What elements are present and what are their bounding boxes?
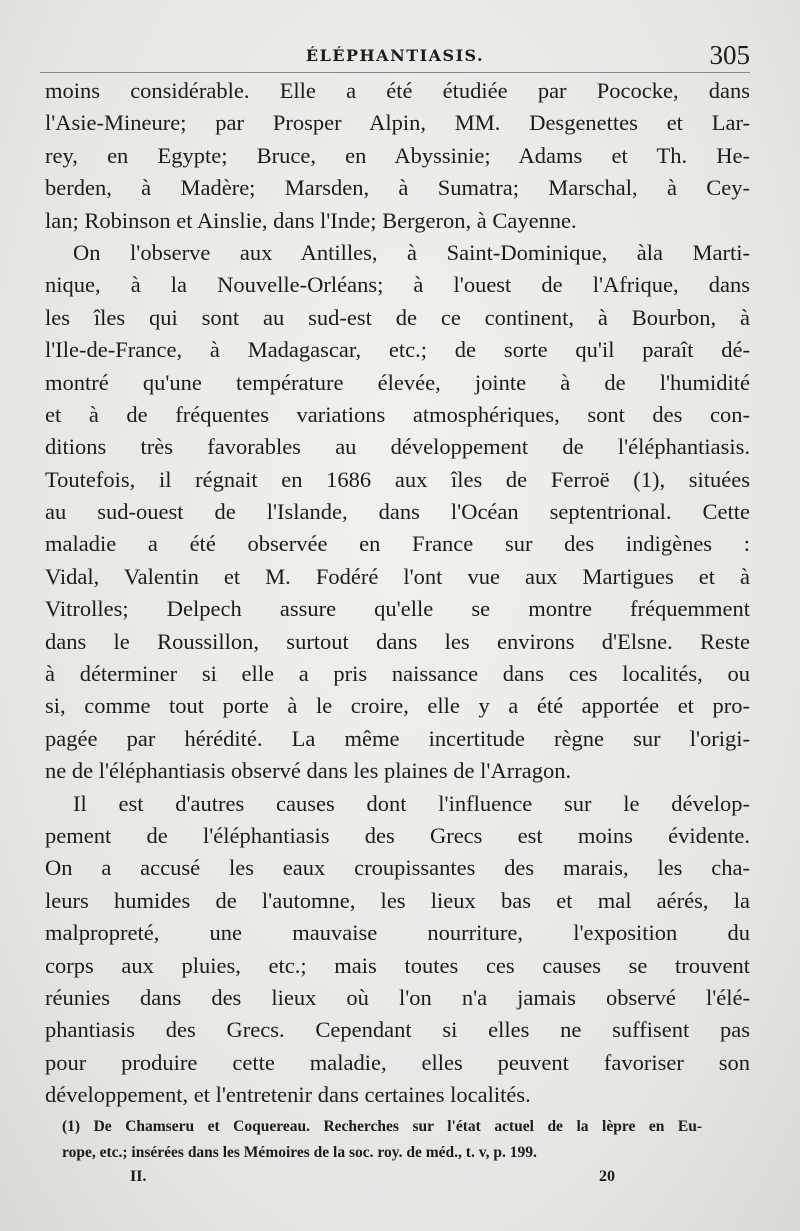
text-line: l'Asie-Mineure; par Prosper Alpin, MM. Desgenettes et Lar- bbox=[45, 110, 750, 136]
text-line: montré qu'une température élevée, jointe à de l'humidité bbox=[45, 369, 750, 395]
text-line: maladie a été observée en France sur des indigènes : bbox=[45, 531, 750, 557]
text-line: pagée par hérédité. La même incertitude règne sur l'origi- bbox=[45, 725, 750, 751]
footnote bbox=[62, 1114, 702, 1166]
text-line: ditions très favorables au développement de l'éléphantiasis. bbox=[45, 434, 750, 460]
text-line: les îles qui sont au sud-est de ce continent, à Bourbon, à bbox=[45, 304, 750, 330]
text-line: pour produire cette maladie, elles peuvent favoriser son bbox=[45, 1049, 750, 1075]
text-line: si, comme tout porte à le croire, elle y a été apportée et pro- bbox=[45, 693, 750, 719]
text-line: à déterminer si elle a pris naissance dans ces localités, ou bbox=[45, 661, 750, 687]
text-line: Vitrolles; Delpech assure qu'elle se montre fréquemment bbox=[45, 596, 750, 622]
text-line: Toutefois, il régnait en 1686 aux îles de Ferroë (1), situées bbox=[45, 466, 750, 492]
text-line: malpropreté, une mauvaise nourriture, l'exposition du bbox=[45, 920, 750, 946]
signature-volume: II. bbox=[130, 1168, 147, 1185]
text-line: leurs humides de l'automne, les lieux bas et mal aérés, la bbox=[45, 887, 750, 913]
text-line: ne de l'éléphantiasis observé dans les plaines de l'Arragon. bbox=[45, 758, 572, 784]
text-line: l'Ile-de-France, à Madagascar, etc.; de sorte qu'il paraît dé- bbox=[45, 337, 750, 363]
body-text bbox=[45, 75, 750, 1112]
text-line: phantiasis des Grecs. Cependant si elles ne suffisent pas bbox=[45, 1017, 750, 1043]
text-line: dans le Roussillon, surtout dans les environs d'Elsne. Reste bbox=[45, 628, 750, 654]
text-line: nique, à la Nouvelle-Orléans; à l'ouest de l'Afrique, dans bbox=[45, 272, 750, 298]
footnote-line: (1) De Chamseru et Coquereau. Recherches sur l'état actuel de la lèpre en Eu- bbox=[62, 1118, 702, 1135]
text-line: au sud-ouest de l'Islande, dans l'Océan septentrional. Cette bbox=[45, 499, 750, 525]
running-head bbox=[40, 40, 750, 73]
text-line: Vidal, Valentin et M. Fodéré l'ont vue aux Martigues et à bbox=[45, 563, 750, 589]
text-line: lan; Robinson et Ainslie, dans l'Inde; Bergeron, à Cayenne. bbox=[45, 207, 577, 233]
text-line: On l'observe aux Antilles, à Saint-Dominique, àla Marti- bbox=[73, 239, 750, 265]
text-line: et à de fréquentes variations atmosphériques, sont des con- bbox=[45, 401, 750, 427]
text-line: développement, et l'entretenir dans certaines localités. bbox=[45, 1082, 531, 1108]
text-line: On a accusé les eaux croupissantes des marais, les cha- bbox=[45, 855, 750, 881]
text-line: pement de l'éléphantiasis des Grecs est moins évidente. bbox=[45, 822, 750, 848]
text-line: rey, en Egypte; Bruce, en Abyssinie; Adams et Th. He- bbox=[45, 142, 750, 168]
signature-number: 20 bbox=[599, 1168, 615, 1185]
footnote-line: rope, etc.; insérées dans les Mémoires de la soc. roy. de méd., t. v, p. 199. bbox=[62, 1144, 537, 1161]
text-line: berden, à Madère; Marsden, à Sumatra; Marschal, à Cey- bbox=[45, 175, 750, 201]
text-line: réunies dans des lieux où l'on n'a jamais observé l'élé- bbox=[45, 984, 750, 1010]
text-line: corps aux pluies, etc.; mais toutes ces causes se trouvent bbox=[45, 952, 750, 978]
printer-signature bbox=[130, 1168, 615, 1192]
text-line: moins considérable. Elle a été étudiée par Pococke, dans bbox=[45, 78, 750, 103]
running-title: ÉLÉPHANTIASIS. bbox=[305, 46, 485, 65]
page-number: 305 bbox=[709, 40, 750, 70]
text-line: Il est d'autres causes dont l'influence sur le dévelop- bbox=[73, 790, 750, 816]
